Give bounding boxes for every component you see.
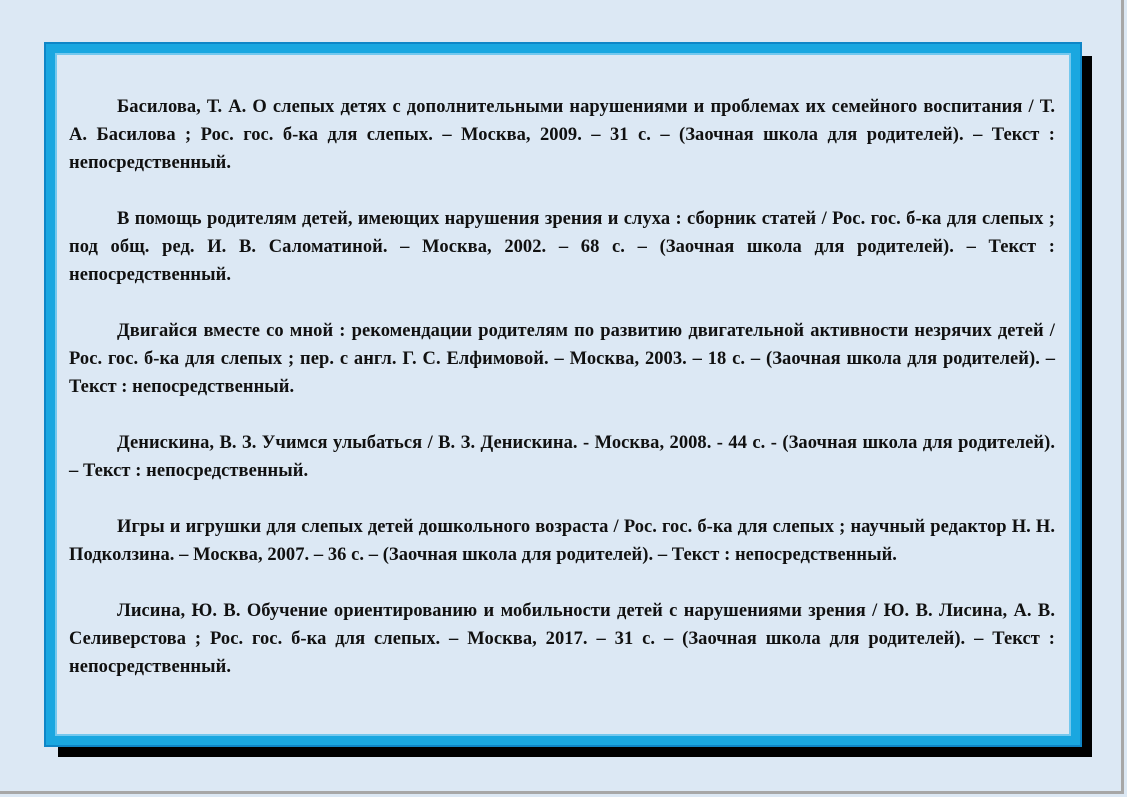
bibliography-entry: Двигайся вместе со мной : рекомендации родителям по развитию двигательной активности незрячих детей / Рос. гос. б-ка для слепых ; пер. с англ. Г. С. Елфимовой. – Москва, 2003. – 18 с. – (Заочная школа для родителей). – Текст : непосредственный.: [69, 321, 1055, 397]
bibliography-entry: Басилова, Т. А. О слепых детях с дополнительными нарушениями и проблемах их семейного воспитания / Т. А. Басилова ; Рос. гос. б-ка для слепых. – Москва, 2009. – 31 с. – (Заочная школа для родителей). – Текст : непосредственный.: [69, 97, 1055, 173]
bibliography-entry: Игры и игрушки для слепых детей дошкольного возраста / Рос. гос. б-ка для слепых ; научный редактор Н. Н. Подколзина. – Москва, 2007. – 36 с. – (Заочная школа для родителей). – Текст : непосредственный.: [69, 517, 1055, 565]
bibliography-panel: [55, 53, 1071, 736]
bibliography-frame: [44, 42, 1082, 747]
bibliography-entry: Лисина, Ю. В. Обучение ориентированию и мобильности детей с нарушениями зрения / Ю. В. Лисина, А. В. Селиверстова ; Рос. гос. б-ка для слепых. – Москва, 2017. – 31 с. – (Заочная школа для родителей). – Текст : непосредственный.: [69, 601, 1055, 677]
bibliography-entry: В помощь родителям детей, имеющих нарушения зрения и слуха : сборник статей / Рос. гос. б-ка для слепых ; под общ. ред. И. В. Саломатиной. – Москва, 2002. – 68 с. – (Заочная школа для родителей). – Текст : непосредственный.: [69, 209, 1055, 285]
bibliography-entry: Денискина, В. З. Учимся улыбаться / В. З. Денискина. - Москва, 2008. - 44 с. - (Заочная школа для родителей). – Текст : непосредственный.: [69, 433, 1055, 481]
